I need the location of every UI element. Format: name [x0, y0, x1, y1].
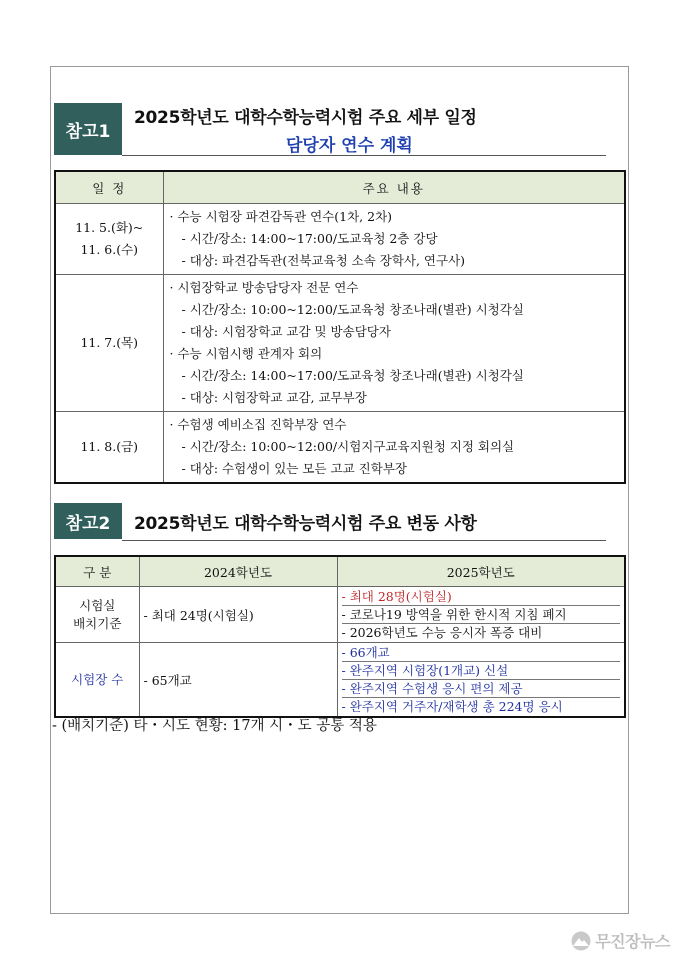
schedule-content	[163, 412, 625, 484]
section1-header	[54, 103, 606, 155]
schedule-date-line: 11. 7.(목)	[80, 335, 139, 350]
schedule-row	[55, 412, 625, 484]
schedule-header-row	[55, 171, 625, 204]
schedule-item: · 수능 시험시행 관계자 회의	[169, 346, 323, 361]
schedule-row	[55, 275, 625, 412]
changes-2025-item: - 66개교	[342, 644, 621, 662]
changes-2025-values	[337, 587, 625, 643]
changes-2024-value: - 최대 24명(시험실)	[139, 587, 337, 643]
changes-header-2025: 2025학년도	[337, 556, 625, 587]
schedule-table	[54, 170, 626, 484]
footnote: - (배치기준) 타・시도 현황: 17개 시・도 공통 적용	[52, 718, 377, 734]
watermark	[571, 929, 670, 952]
schedule-row	[55, 204, 625, 275]
schedule-detail: - 대상: 시험장학교 교감 및 방송담당자	[181, 324, 391, 339]
changes-category-line: 배치기준	[73, 615, 122, 631]
schedule-detail: - 대상: 수험생이 있는 모든 고교 진학부장	[181, 461, 407, 476]
schedule-date	[55, 204, 163, 275]
schedule-header-content: 주요 내용	[163, 171, 625, 204]
section1-underline	[122, 155, 606, 156]
schedule-detail: - 시간/장소: 14:00~17:00/도교육청 창조나래(별관) 시청각실	[181, 368, 524, 383]
schedule-item: · 수험생 예비소집 진학부장 연수	[169, 417, 347, 432]
schedule-item: · 수능 시험장 파견감독관 연수(1차, 2차)	[169, 209, 393, 224]
schedule-header-date: 일 정	[55, 171, 163, 204]
schedule-detail: - 시간/장소: 10:00~12:00/시험지구교육지원청 지정 회의실	[181, 439, 515, 454]
changes-header-2024: 2024학년도	[139, 556, 337, 587]
schedule-date-line: 11. 8.(금)	[80, 439, 139, 454]
schedule-detail: - 대상: 파견감독관(전북교육청 소속 장학사, 연구사)	[181, 253, 466, 268]
changes-header-row	[55, 556, 625, 587]
section1-title: 2025학년도 대학수학능력시험 주요 세부 일정	[134, 108, 477, 128]
schedule-date	[55, 275, 163, 412]
schedule-date-line: 11. 5.(화)~	[75, 220, 144, 235]
changes-row	[55, 587, 625, 643]
schedule-content	[163, 204, 625, 275]
mountain-logo-icon	[571, 931, 591, 951]
changes-2025-item: - 코로나19 방역을 위한 한시적 지침 폐지	[342, 606, 621, 624]
section2-header	[54, 503, 606, 539]
changes-2025-item: - 완주지역 시험장(1개교) 신설	[342, 662, 621, 680]
section1-subtitle: 담당자 연수 계획	[286, 136, 413, 156]
section2-tag: 참고2	[54, 503, 122, 539]
watermark-text: 무진장뉴스	[595, 932, 670, 951]
changes-2025-values	[337, 643, 625, 718]
changes-category-line: 시험장 수	[71, 671, 124, 687]
changes-category	[55, 643, 139, 718]
section2-underline	[122, 540, 606, 541]
changes-category	[55, 587, 139, 643]
schedule-detail: - 대상: 시험장학교 교감, 교무부장	[181, 390, 367, 405]
schedule-content	[163, 275, 625, 412]
changes-2025-item: - 완주지역 수험생 응시 편의 제공	[342, 680, 621, 698]
changes-header-category: 구 분	[55, 556, 139, 587]
schedule-detail: - 시간/장소: 10:00~12:00/도교육청 창조나래(별관) 시청각실	[181, 302, 524, 317]
schedule-item: · 시험장학교 방송담당자 전문 연수	[169, 280, 359, 295]
changes-2024-value: - 65개교	[139, 643, 337, 718]
schedule-date	[55, 412, 163, 484]
changes-row	[55, 643, 625, 718]
changes-table	[54, 555, 626, 718]
changes-category-line: 시험실	[79, 597, 116, 613]
section2-title: 2025학년도 대학수학능력시험 주요 변동 사항	[134, 514, 477, 534]
schedule-date-line: 11. 6.(수)	[80, 242, 139, 257]
changes-2025-item: - 완주지역 거주자/재학생 총 224명 응시	[341, 699, 563, 714]
changes-2025-item: - 최대 28명(시험실)	[342, 588, 621, 606]
schedule-detail: - 시간/장소: 14:00~17:00/도교육청 2층 강당	[181, 231, 438, 246]
section1-tag: 참고1	[54, 103, 122, 155]
changes-2025-item: - 2026학년도 수능 응시자 폭증 대비	[341, 625, 543, 640]
